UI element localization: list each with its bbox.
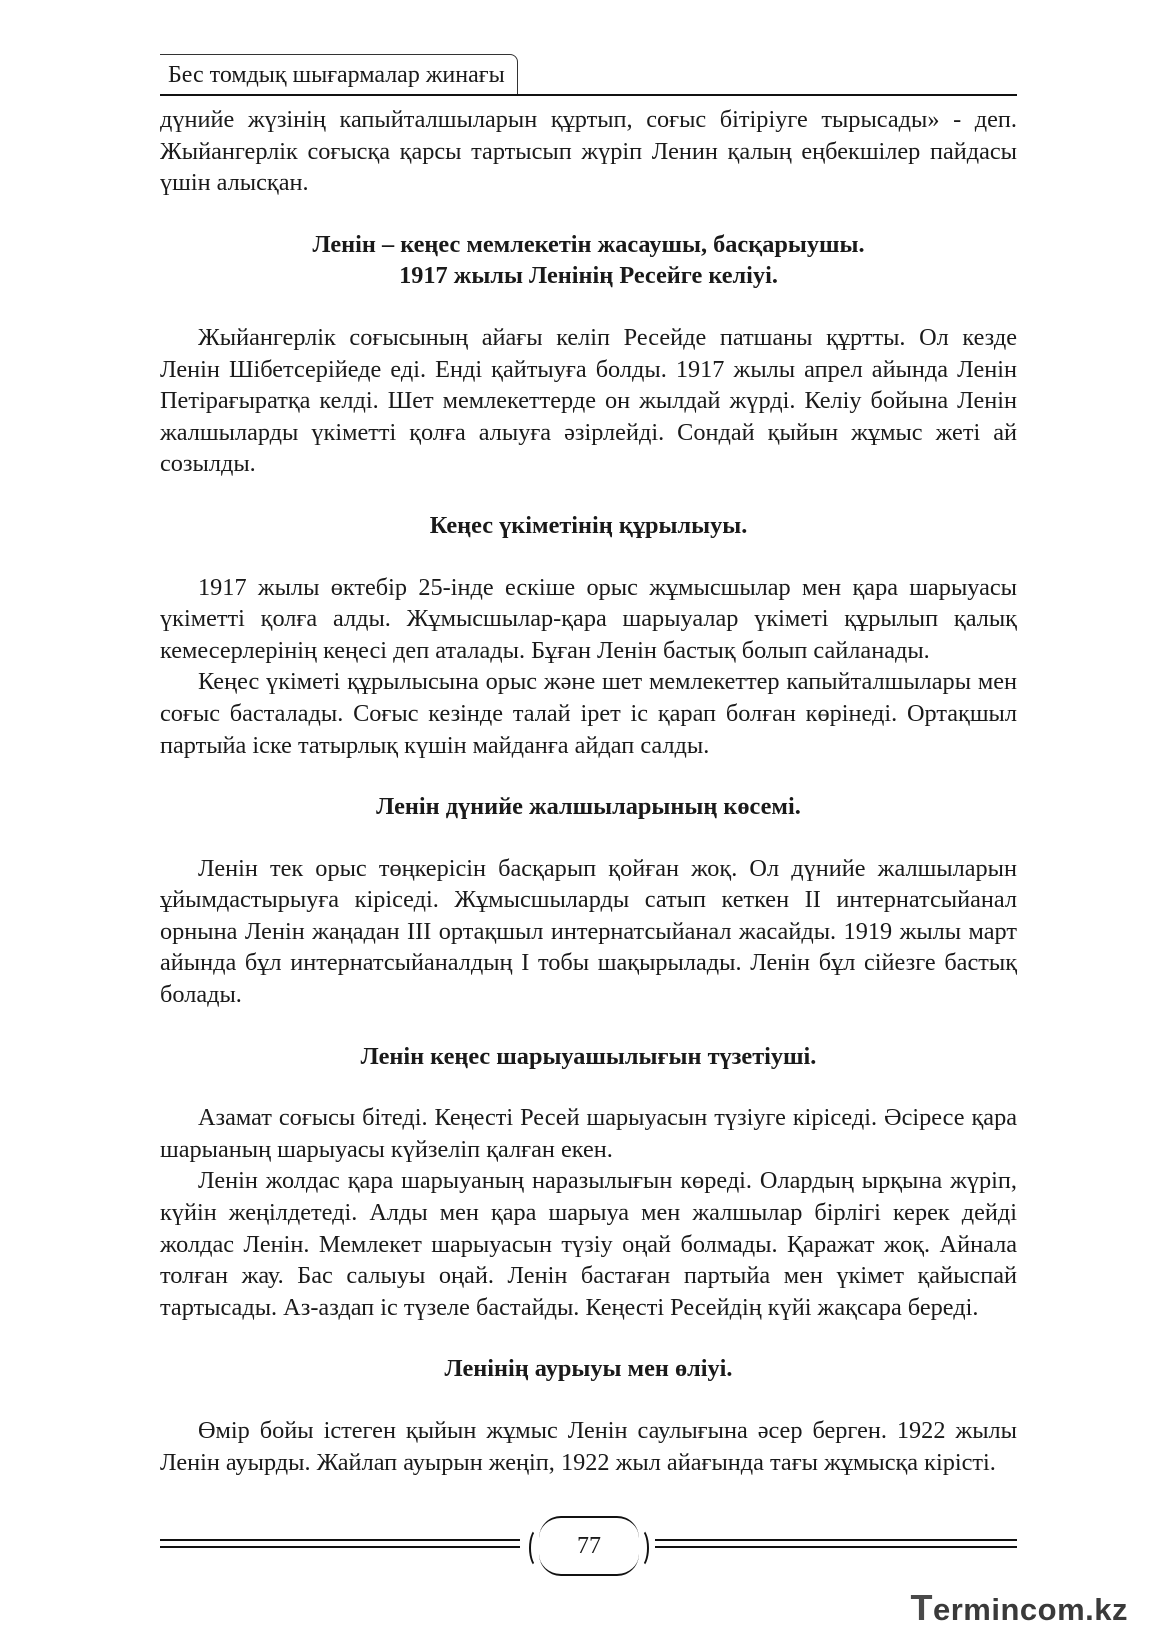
paragraph-2: 1917 жылы өктебір 25-інде ескіше орыс жұмысшылар мен қара шарыуасы үкіметті қолға алды. Жұмысшылар-қара шарыуалар үкіметі құрылып қалық кемесерлерінің кеңесі деп аталады. Бұған Ленін бастық болып сайланады. [160, 573, 1017, 664]
site-watermark [910, 1588, 1128, 1628]
spacer [160, 542, 1017, 572]
running-header [160, 50, 1017, 96]
footer-rule-right [655, 1539, 1017, 1541]
section-heading-5: Ленінің аурыуы мен өліуі. [444, 1355, 733, 1383]
section-heading-1-line-2: 1917 жылы Ленінің Ресейге келіуі. [399, 262, 778, 290]
spacer [160, 292, 1017, 322]
page-content [160, 104, 1017, 1478]
section-heading-3: Ленін дүнийе жалшыларының көсемі. [376, 793, 801, 821]
spacer [160, 761, 1017, 791]
spacer [160, 1011, 1017, 1041]
section-heading-4: Ленін кеңес шарыуашылығын түзетіуші. [360, 1042, 817, 1070]
spacer [160, 480, 1017, 510]
paragraph-intro: дүнийе жүзінің капыйталшыларын құртып, соғыс бітіріуге тырысады» - деп. Жыйангерлік соғысқа қарсы тартысып жүріп Ленин қалың еңбекшілер пайдасы үшін алысқан. [160, 106, 1017, 197]
spacer [160, 1072, 1017, 1102]
page-number: 77 [539, 1516, 639, 1576]
page-footer [160, 1513, 1017, 1575]
watermark-text: ermincom.kz [932, 1592, 1128, 1627]
header-rule [160, 94, 1017, 96]
spacer [160, 1323, 1017, 1353]
book-title: Бес томдық шығармалар жинағы [160, 54, 518, 95]
spacer [160, 199, 1017, 229]
watermark-letter: T [910, 1587, 933, 1628]
paragraph-4: Ленін тек орыс төңкерісін басқарып қойған жоқ. Ол дүнийе жалшыларын ұйымдастырыуға кіріседі. Жұмысшыларды сатып кеткен ІІ интернатсыйанал орнына Ленін жаңадан ІІІ ортақшыл интернатсыйанал жасайды. 1919 жылы март айында бұл интернатсыйаналдың І тобы шақырылады. Ленін бұл сійезге бастық болады. [160, 854, 1017, 1009]
paragraph-6: Ленін жолдас қара шарыуаның наразылығын көреді. Олардың ырқына жүріп, күйін жеңілдетеді. Алды мен қара шарыуа мен жалшылар бірлігі керек дейді жолдас Ленін. Мемлекет шарыуасын түзіу оңай болмады. Қаражат жоқ. Айнала толған жау. Бас салыуы оңай. Ленін бастаған партыйа мен үкімет қайыспай тартысады. Аз-аздап іс түзеле бастайды. Кеңесті Ресейдің күйі жақсара береді. [160, 1167, 1017, 1321]
paragraph-5: Азамат соғысы бітеді. Кеңесті Ресей шарыуасын түзіуге кіріседі. Әсіресе қара шарыаның шарыуасы күйзеліп қалған екен. [160, 1104, 1017, 1163]
section-heading-1 [160, 229, 1017, 292]
spacer [160, 1385, 1017, 1415]
footer-rule-left [160, 1539, 520, 1541]
section-heading-2: Кеңес үкіметінің құрылыуы. [429, 511, 748, 539]
spacer [160, 823, 1017, 853]
paragraph-1: Жыйангерлік соғысының айағы келіп Ресейде патшаны құртты. Ол кезде Ленін Шібетсерійеде еді. Енді қайтыуға болды. 1917 жылы апрел айында Ленін Петірағыратқа келді. Шет мемлекеттерде он жылдай жүрді. Келіу бойына Ленін жалшыларды үкіметті қолға алыуға әзірлейді. Сондай қыйын жұмыс жеті ай созылды. [160, 323, 1017, 478]
section-heading-1-line-1: Ленін – кеңес мемлекетін жасаушы, басқарыушы. [312, 230, 865, 258]
paragraph-3: Кеңес үкіметі құрылысына орыс және шет мемлекеттер капыйталшылары мен соғыс басталады. Соғыс кезінде талай ірет іс қарап болған көрінеді. Ортақшыл партыйа іске татырлық күшін майданға айдап салды. [160, 668, 1017, 759]
footer-rule-left [160, 1546, 520, 1548]
footer-rule-right [655, 1546, 1017, 1548]
paragraph-7: Өмір бойы істеген қыйын жұмыс Ленін саулығына әсер берген. 1922 жылы Ленін ауырды. Жайлап ауырын жеңіп, 1922 жыл айағында тағы жұмысқа кірісті. [160, 1417, 1017, 1476]
